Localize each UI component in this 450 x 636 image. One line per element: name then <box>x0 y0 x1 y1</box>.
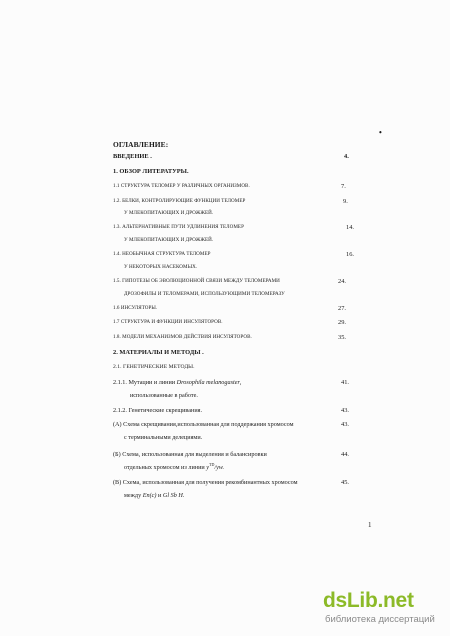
toc-entry-page: 35. <box>338 334 346 341</box>
toc-entry-text: 2.1.2. Генетические скрещивания. <box>113 407 203 414</box>
text-part: отдельных хромосом из линии <box>124 464 207 471</box>
toc-entry-text: (А) Схема скрещивания,использованная для поддержания хромосом <box>113 421 294 428</box>
watermark <box>323 589 447 629</box>
toc-entry-2-1-2 <box>113 407 450 418</box>
toc-entry-page: 29. <box>338 319 346 326</box>
toc-entry-continuation: с терминальными делециями. <box>124 434 203 441</box>
toc-title: ОГЛАВЛЕНИЕ: <box>113 140 169 149</box>
toc-entry-1-3 <box>113 224 450 235</box>
toc-entry-1-1 <box>113 183 450 194</box>
toc-entry-text <box>113 379 241 386</box>
toc-entry-page: 4. <box>344 153 349 160</box>
toc-entry-page: 14. <box>346 224 354 231</box>
text-part: 2.1.1. Мутации и линии <box>113 379 177 386</box>
toc-entry-text: (Б) Схема, использованная для выделения и балансировки <box>113 451 267 458</box>
toc-entry-scheme-a <box>113 421 450 432</box>
toc-entry-continuation <box>124 461 225 471</box>
genotype: En(c) <box>142 492 157 499</box>
toc-entry-materials-methods <box>113 349 450 360</box>
toc-entry-1-4 <box>113 251 450 262</box>
toc-entry-text: 1.6 ИНСУЛЯТОРЫ. <box>113 305 158 311</box>
text-part: , <box>239 379 242 386</box>
toc-entry-page: 43. <box>341 407 349 414</box>
toc-entry-page: 41. <box>341 379 349 386</box>
toc-entry-text: ВВЕДЕНИЕ . <box>113 153 152 160</box>
toc-entry-literature-review <box>113 168 450 179</box>
toc-entry-page: 9. <box>343 198 348 205</box>
toc-entry-page: 44. <box>341 451 349 458</box>
toc-entry-page: 24. <box>338 278 346 285</box>
toc-entry-text: 1.4. НЕОБЫЧНАЯ СТРУКТУРА ТЕЛОМЕР <box>113 251 211 257</box>
toc-entry-text: 1.8. МОДЕЛИ МЕХАНИЗМОВ ДЕЙСТВИЯ ИНСУЛЯТОРОВ. <box>113 334 252 340</box>
genotype: /yw. <box>214 464 225 471</box>
toc-entry-text: 1.7 СТРУКТУРА И ФУНКЦИИ ИНСУЛЯТОРОВ. <box>113 319 223 325</box>
stray-mark: • <box>379 128 382 137</box>
page-number: 1 <box>368 521 372 529</box>
toc-entry-continuation <box>124 492 184 499</box>
toc-entry-continuation: ДРОЗОФИЛЫ И ТЕЛОМЕРАМИ, ИСПОЛЬЗУЮЩИМИ ТЕЛОМЕРАЗУ <box>124 291 285 297</box>
toc-entry-scheme-b <box>113 451 450 462</box>
toc-entry-text: 2.1. ГЕНЕТИЧЕСКИЕ МЕТОДЫ. <box>113 364 195 370</box>
toc-entry-page: 45. <box>341 479 349 486</box>
toc-entry-text: 1.1 СТРУКТУРА ТЕЛОМЕР У РАЗЛИЧНЫХ ОРГАНИЗМОВ. <box>113 183 250 189</box>
toc-entry-1-2 <box>113 198 450 209</box>
text-part: между <box>124 492 143 499</box>
toc-entry-text: 1.5. ГИПОТЕЗЫ ОБ ЭВОЛЮЦИОННОЙ СВЯЗИ МЕЖДУ ТЕЛОМЕРАМИ <box>113 278 280 284</box>
toc-entry-scheme-c <box>113 479 450 490</box>
toc-entry-page: 43. <box>341 421 349 428</box>
toc-entry-text: 2. МАТЕРИАЛЫ И МЕТОДЫ . <box>113 349 204 356</box>
toc-entry-page: 16. <box>346 251 354 258</box>
toc-entry-1-8 <box>113 334 450 345</box>
toc-entry-continuation: У МЛЕКОПИТАЮЩИХ И ДРОЖЖЕЙ. <box>124 210 214 216</box>
watermark-logo: dsLib.net <box>323 589 414 612</box>
toc-entry-1-6 <box>113 305 450 316</box>
toc-entry-text: 1.3. АЛЬТЕРНАТИВНЫЕ ПУТИ УДЛИНЕНИЯ ТЕЛОМЕР <box>113 224 244 230</box>
toc-entry-page: 7. <box>341 183 346 190</box>
toc-entry-2-1-1 <box>113 379 450 390</box>
toc-entry-continuation: У НЕКОТОРЫХ НАСЕКОМЫХ. <box>124 264 198 270</box>
toc-entry-1-7 <box>113 319 450 330</box>
text-part: и <box>156 492 163 499</box>
toc-entry-continuation: У МЛЕКОПИТАЮЩИХ И ДРОЖЖЕЙ. <box>124 237 214 243</box>
genotype: Gl Sb H. <box>162 492 185 499</box>
toc-entry-page: 27. <box>338 305 346 312</box>
watermark-subtitle: библиотека диссертаций <box>325 614 435 625</box>
toc-entry-text: 1. ОБЗОР ЛИТЕРАТУРЫ. <box>113 168 189 175</box>
toc-entry-introduction <box>113 153 450 164</box>
toc-entry-1-5 <box>113 278 450 289</box>
genotype: y <box>206 464 209 471</box>
species-name: Drosophila melanogaster <box>176 379 240 386</box>
toc-entry-text: (В) Схема, использованная для получения рекомбинантных хромосом <box>113 479 298 486</box>
toc-entry-continuation: использованные в работе. <box>130 392 198 399</box>
toc-entry-2-1 <box>113 364 450 375</box>
genotype-superscript: TD <box>209 461 215 467</box>
toc-entry-text: 1.2. БЕЛКИ, КОНТРОЛИРУЮЩИЕ ФУНКЦИИ ТЕЛОМЕР <box>113 198 246 204</box>
